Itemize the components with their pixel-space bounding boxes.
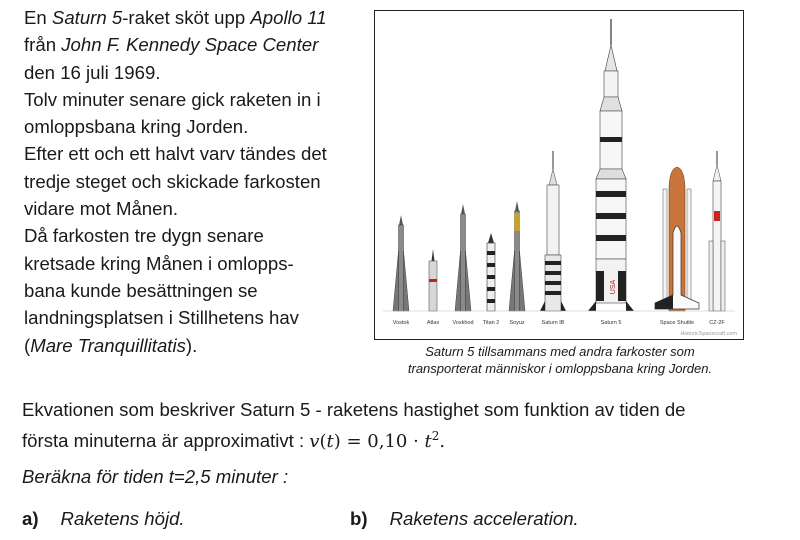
rocket-cz-2f	[709, 151, 725, 311]
intro-line: den 16 juli 1969.	[24, 61, 161, 83]
equation-line-2	[22, 423, 792, 455]
rocket-label: Saturn IB	[541, 320, 565, 326]
intro-line: landningsplatsen i Stillhetens hav	[24, 307, 299, 329]
rocket-vostok	[393, 215, 409, 311]
rocket-voskhod	[455, 204, 471, 311]
caption-line-2: transporterat människor i omloppsbana kring Jorden.	[407, 361, 713, 376]
intro-line: Tolv minuter senare gick raketen in i	[24, 88, 321, 110]
rocket-saturn-5	[588, 19, 634, 311]
equation-prefix: första minuterna är approximativt :	[22, 430, 310, 451]
rocket-label: Titan 2	[482, 320, 500, 326]
rocket-soyuz	[509, 201, 525, 311]
intro-line: tredje steget och skickade farkosten	[24, 170, 321, 192]
velocity-formula: $v(t) = 0,10 \cdot t^2$.	[309, 429, 446, 452]
rocket-label: Space Shuttle	[659, 320, 695, 326]
rocket-comparison-figure	[374, 10, 744, 340]
svg-text:USA: USA	[610, 279, 617, 295]
part-a-label: a)	[22, 508, 39, 529]
part-b	[350, 508, 579, 530]
rocket-label: Atlas	[426, 320, 440, 326]
rocket-label: CZ-2F	[709, 320, 725, 326]
figure-caption	[374, 343, 746, 377]
task-instruction: Beräkna för tiden t=2,5 minuter :	[22, 466, 289, 487]
equation-paragraph	[22, 396, 792, 455]
intro-line: vidare mot Månen.	[24, 198, 178, 220]
rocket-label: Soyuz	[509, 320, 525, 326]
intro-line: omloppsbana kring Jorden.	[24, 116, 249, 138]
intro-line: Då farkosten tre dygn senare	[24, 225, 264, 247]
intro-line: (Mare Tranquillitatis).	[24, 334, 198, 356]
intro-line: En Saturn 5-raket sköt upp Apollo 11	[24, 7, 327, 28]
rocket-saturn-ib	[540, 151, 566, 311]
rocket-space-shuttle	[655, 167, 699, 311]
rocket-atlas	[429, 249, 437, 311]
intro-line: Efter ett och ett halvt varv tändes det	[24, 143, 327, 165]
part-b-label: b)	[350, 508, 368, 529]
rocket-label: Voskhod	[452, 320, 474, 326]
intro-line: från John F. Kennedy Space Center	[24, 34, 319, 56]
rocket-label: Vostok	[392, 320, 410, 326]
intro-line: bana kunde besättningen se	[24, 279, 258, 301]
part-a-text: Raketens höjd.	[60, 508, 185, 529]
caption-line-1: Saturn 5 tillsammans med andra farkoster som	[425, 344, 695, 359]
intro-text	[24, 4, 376, 359]
part-a	[22, 508, 185, 530]
rocket-titan-2	[487, 233, 495, 311]
intro-line: kretsade kring Månen i omlopps-	[24, 252, 294, 274]
equation-line-1: Ekvationen som beskriver Saturn 5 - raketens hastighet som funktion av tiden de	[22, 399, 686, 420]
part-b-text: Raketens acceleration.	[389, 508, 579, 529]
rocket-label: Saturn 5	[600, 320, 622, 326]
rocket-illustration	[375, 11, 743, 339]
credit-text: HistoricSpacecraft.com	[680, 331, 737, 337]
